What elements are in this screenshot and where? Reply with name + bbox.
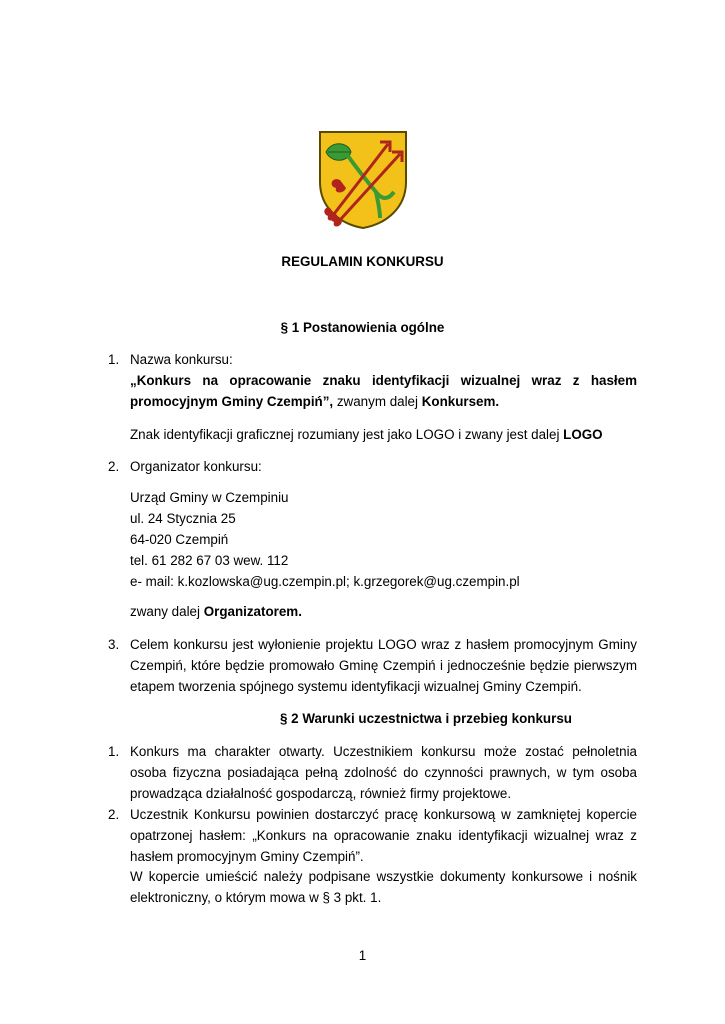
list-number: 1.	[108, 352, 120, 367]
logo-definition	[130, 424, 603, 445]
contest-name-paragraph	[130, 370, 637, 412]
address-line: tel. 61 282 67 03 wew. 112	[130, 553, 289, 568]
logo-term: LOGO	[563, 427, 603, 442]
list-number: 1.	[108, 744, 120, 759]
document-title: REGULAMIN KONKURSU	[281, 254, 444, 269]
called-term: Konkursem.	[421, 394, 500, 409]
list-number: 2.	[108, 807, 120, 822]
contest-goal-paragraph: Celem konkursu jest wyłonienie projektu LOGO wraz z hasłem promocyjnym Gminy Czempiń, które będzie promowało Gminę Czempiń i jednocześnie będzie pierwszym etapem tworzenia spójnego systemu identyfikacji wizualnej Gminy Czempiń.	[130, 637, 637, 694]
participation-paragraph: Konkurs ma charakter otwarty. Uczestnikiem konkursu może zostać pełnoletnia osoba fizyczna posiadająca pełną zdolność do czynności prawnych, w tym osoba prowadząca działalność gospodarczą, również firmy projektowe.	[130, 744, 637, 801]
envelope-paragraph: W kopercie umieścić należy podpisane wszystkie dokumenty konkursowe i nośnik elektroniczny, o którym mowa w § 3 pkt. 1.	[130, 869, 637, 905]
organizer-called	[130, 601, 302, 622]
list-number: 3.	[108, 637, 120, 652]
called-text: zwanym dalej	[333, 394, 422, 409]
list-number: 2.	[108, 459, 120, 474]
address-line: ul. 24 Stycznia 25	[130, 511, 236, 526]
section-2-heading: § 2 Warunki uczestnictwa i przebieg konkursu	[280, 711, 572, 726]
section-1-heading: § 1 Postanowienia ogólne	[280, 320, 445, 335]
organizer-called-text: zwany dalej	[130, 604, 204, 619]
contest-name: „Konkurs na opracowanie znaku identyfikacji wizualnej wraz z hasłem promocyjnym Gminy Czempiń”,	[130, 373, 637, 409]
organizer-term: Organizatorem.	[203, 604, 302, 619]
address-line: Urząd Gminy w Czempiniu	[130, 490, 289, 505]
logo-definition-text: Znak identyfikacji graficznej rozumiany jest jako LOGO i zwany jest dalej	[130, 427, 564, 442]
address-line: e- mail: k.kozlowska@ug.czempin.pl; k.grzegorek@ug.czempin.pl	[130, 574, 520, 589]
organizer-label: Organizator konkursu:	[130, 459, 262, 474]
page-number: 1	[358, 948, 367, 963]
contest-name-label: Nazwa konkursu:	[130, 352, 233, 367]
submission-paragraph: Uczestnik Konkursu powinien dostarczyć pracę konkursową w zamkniętej kopercie opatrzonej hasłem: „Konkurs na opracowanie znaku identyfikacji wizualnej wraz z hasłem promocyjnym Gminy Czempiń”.	[130, 807, 637, 864]
address-line: 64-020 Czempiń	[130, 532, 229, 547]
coat-of-arms-logo	[318, 130, 408, 230]
organizer-address	[130, 487, 520, 592]
